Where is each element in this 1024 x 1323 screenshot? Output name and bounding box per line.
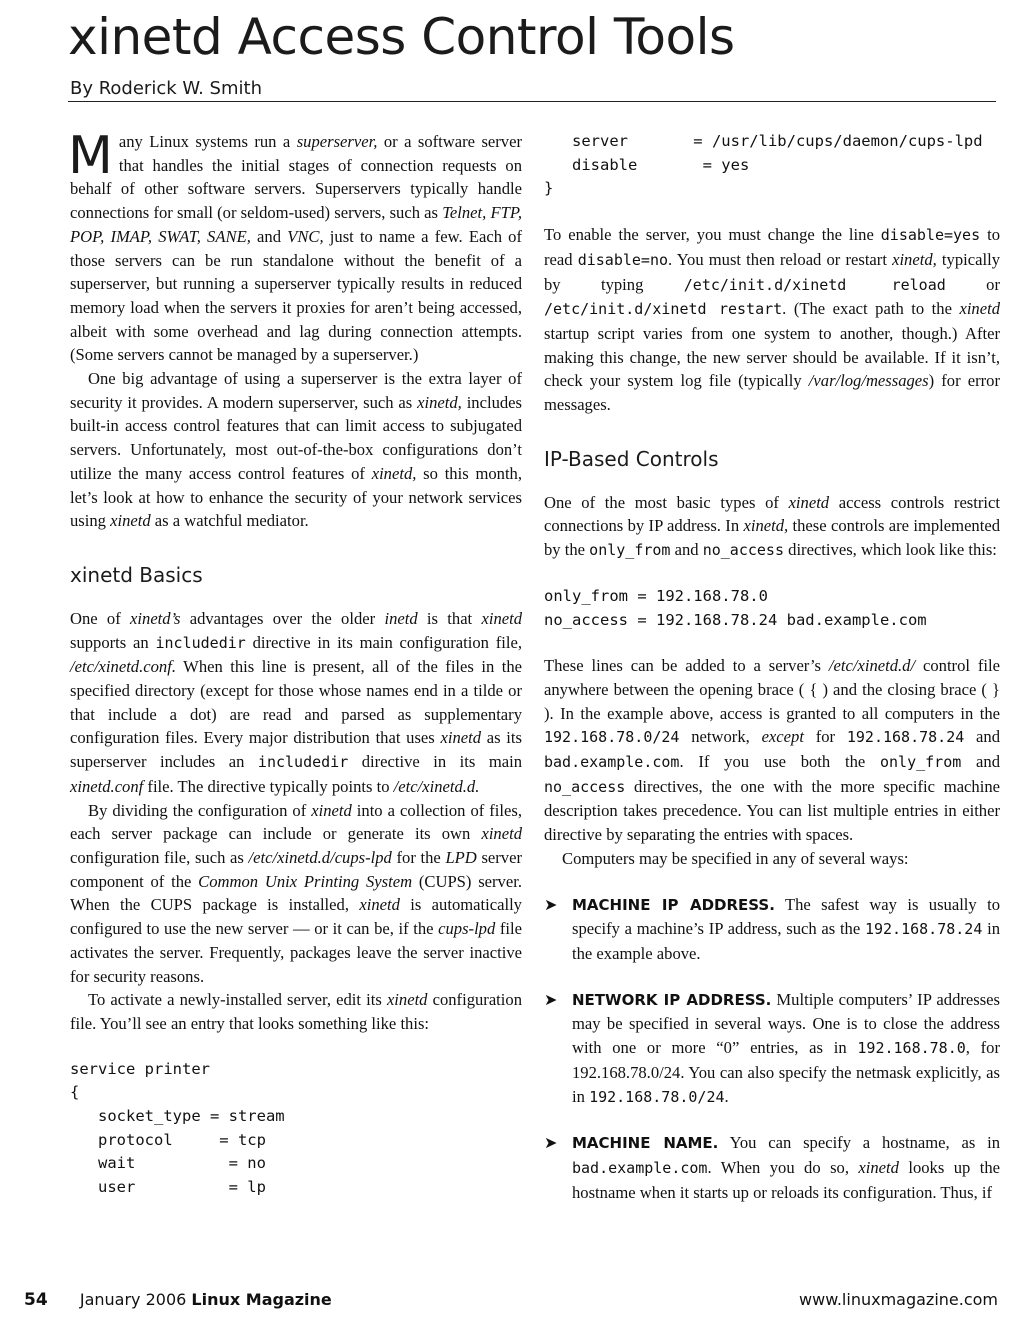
left-column (68, 126, 523, 1200)
bullet-machine-name: ➤ MACHINE NAME. You can specify a hostname, as in bad.example.com. When you do so, xinetd looks up the hostname when it starts up or reloads its configuration. Thus, if (544, 1133, 1000, 1202)
arrow-bullet-icon: ➤ (544, 989, 558, 1009)
heading-ip-based-controls: IP-Based Controls (544, 446, 719, 471)
bullet-network-ip: ➤ NETWORK IP ADDRESS. Multiple computers’ IP addresses may be specified in several ways. One is to close the address with one or more “0” entries, as in 192.168.78.0, for 192.168.78.0/24. You can also specify the netmask explicitly, as in 192.168.78.0/24. (544, 989, 1000, 1106)
bullet-machine-ip: ➤ MACHINE IP ADDRESS. The safest way is usually to specify a machine’s IP address, such as the 192.168.78.24 in the example above. (544, 894, 1001, 963)
paragraph-enable-server: To enable the server, you must change the line disable=yes to read disable=no. You must then reload or restart xinetd, typically by typing /etc/init.d/xinetd reload or /etc/init.d/xinetd restart. (The exact path to the xinetd startup script varies from one system to another, though.) After making this change, the new server should be available. If it isn’t, check your system log file (typically /var/log/messages) for error messages. (544, 225, 1000, 415)
paragraph-ip-controls: One of the most basic types of xinetd access controls restrict connections by IP address. In xinetd, these controls are implemented by the only_from and no_access directives, which look like this: (544, 492, 1000, 560)
magazine-name: Linux Magazine (191, 1290, 332, 1309)
paragraph-control-file: These lines can be added to a server’s /etc/xinetd.d/ control file anywhere between the opening brace ( { ) and the closing brace ( } ). In the example above, access is granted to all computers in the 192.168.78.0/24 network, except for 192.168.78.24 and bad.example.com. If you use both the only_from and no_access directives, the one with the more specific machine description takes precedence. You can list multiple entries in either directive by separating the entries with spaces. (544, 656, 1001, 845)
paragraph-activate-server: To activate a newly-installed server, edit its xinetd configuration file. You’ll see an entry that looks something like this: (70, 990, 522, 1033)
paragraph-dividing-config: By dividing the configuration of xinetd into a collection of files, each server package can include or generate its own xinetd configuration file, such as /etc/xinetd.d/cups-lpd for the LPD server component of the Common Unix Printing System (CUPS) server. When the CUPS package is installed, xinetd is automatically configured to use the new server — or it can be, if the cups-lpd file activates the server. Frequently, packages leave the server inactive for security reasons. (70, 800, 522, 986)
paragraph-includedir: One of xinetd’s advantages over the older inetd is that xinetd supports an includedir directive in its main configuration file, /etc/xinetd.conf. When this line is present, all of the files in the specified directory (except for those whose names end in a tilde or that include a dot) are read and parsed as supplementary configuration files. Every major distribution that uses xinetd as its superserver includes an includedir directive in its main xinetd.conf file. The directive typically points to /etc/xinetd.d. (70, 608, 523, 796)
page-number: 54 (24, 1290, 48, 1310)
issue-date: January 2006 (79, 1290, 187, 1309)
arrow-bullet-icon: ➤ (544, 1133, 558, 1153)
intro-paragraph: Many Linux systems run a superserver, or a software server that handles the initial stages of connection requests on behalf of other software servers. Superservers typically handle connections for small (or seldom-used) servers, such as Telnet, FTP, POP, IMAP, SWAT, SANE, and VNC, just to name a few. Each of those servers can be run standalone without the benefit of a superserver, but running a superserver typically results in reduced memory load when the servers it proxies for aren’t being accessed, albeit with some overhead and lag during connection attempts. (Some servers cannot be managed by a superserver.) (68, 126, 522, 365)
header-rule (68, 101, 996, 102)
code-block-service-printer: service printer { socket_type = stream protocol = tcp wait = no user = lp (70, 1059, 285, 1197)
heading-xinetd-basics: xinetd Basics (70, 562, 203, 587)
drop-cap: M (68, 126, 113, 186)
footer-url: www.linuxmagazine.com (799, 1290, 998, 1309)
paragraph-superserver-security: One big advantage of using a superserver is the extra layer of security it provides. A modern superserver, such as xinetd, includes built-in access control features that can limit access to subjugated servers. Unfortunately, most out-of-the-box configurations don’t utilize the many access control features of xinetd, so this month, let’s look at how to enhance the security of your network services using xinetd as a watchful mediator. (70, 369, 522, 531)
right-column (544, 130, 1000, 1204)
byline: By Roderick W. Smith (70, 78, 262, 99)
code-block-only-from: only_from = 192.168.78.0 no_access = 192.168.78.24 bad.example.com (544, 586, 927, 629)
code-block-continued: server = /usr/lib/cups/daemon/cups-lpd disable = yes } (544, 132, 983, 198)
paragraph-computers-specified: Computers may be specified in any of several ways: (562, 848, 909, 868)
footer-left (24, 1290, 332, 1310)
article-title: xinetd Access Control Tools (68, 8, 735, 66)
arrow-bullet-icon: ➤ (544, 894, 558, 914)
